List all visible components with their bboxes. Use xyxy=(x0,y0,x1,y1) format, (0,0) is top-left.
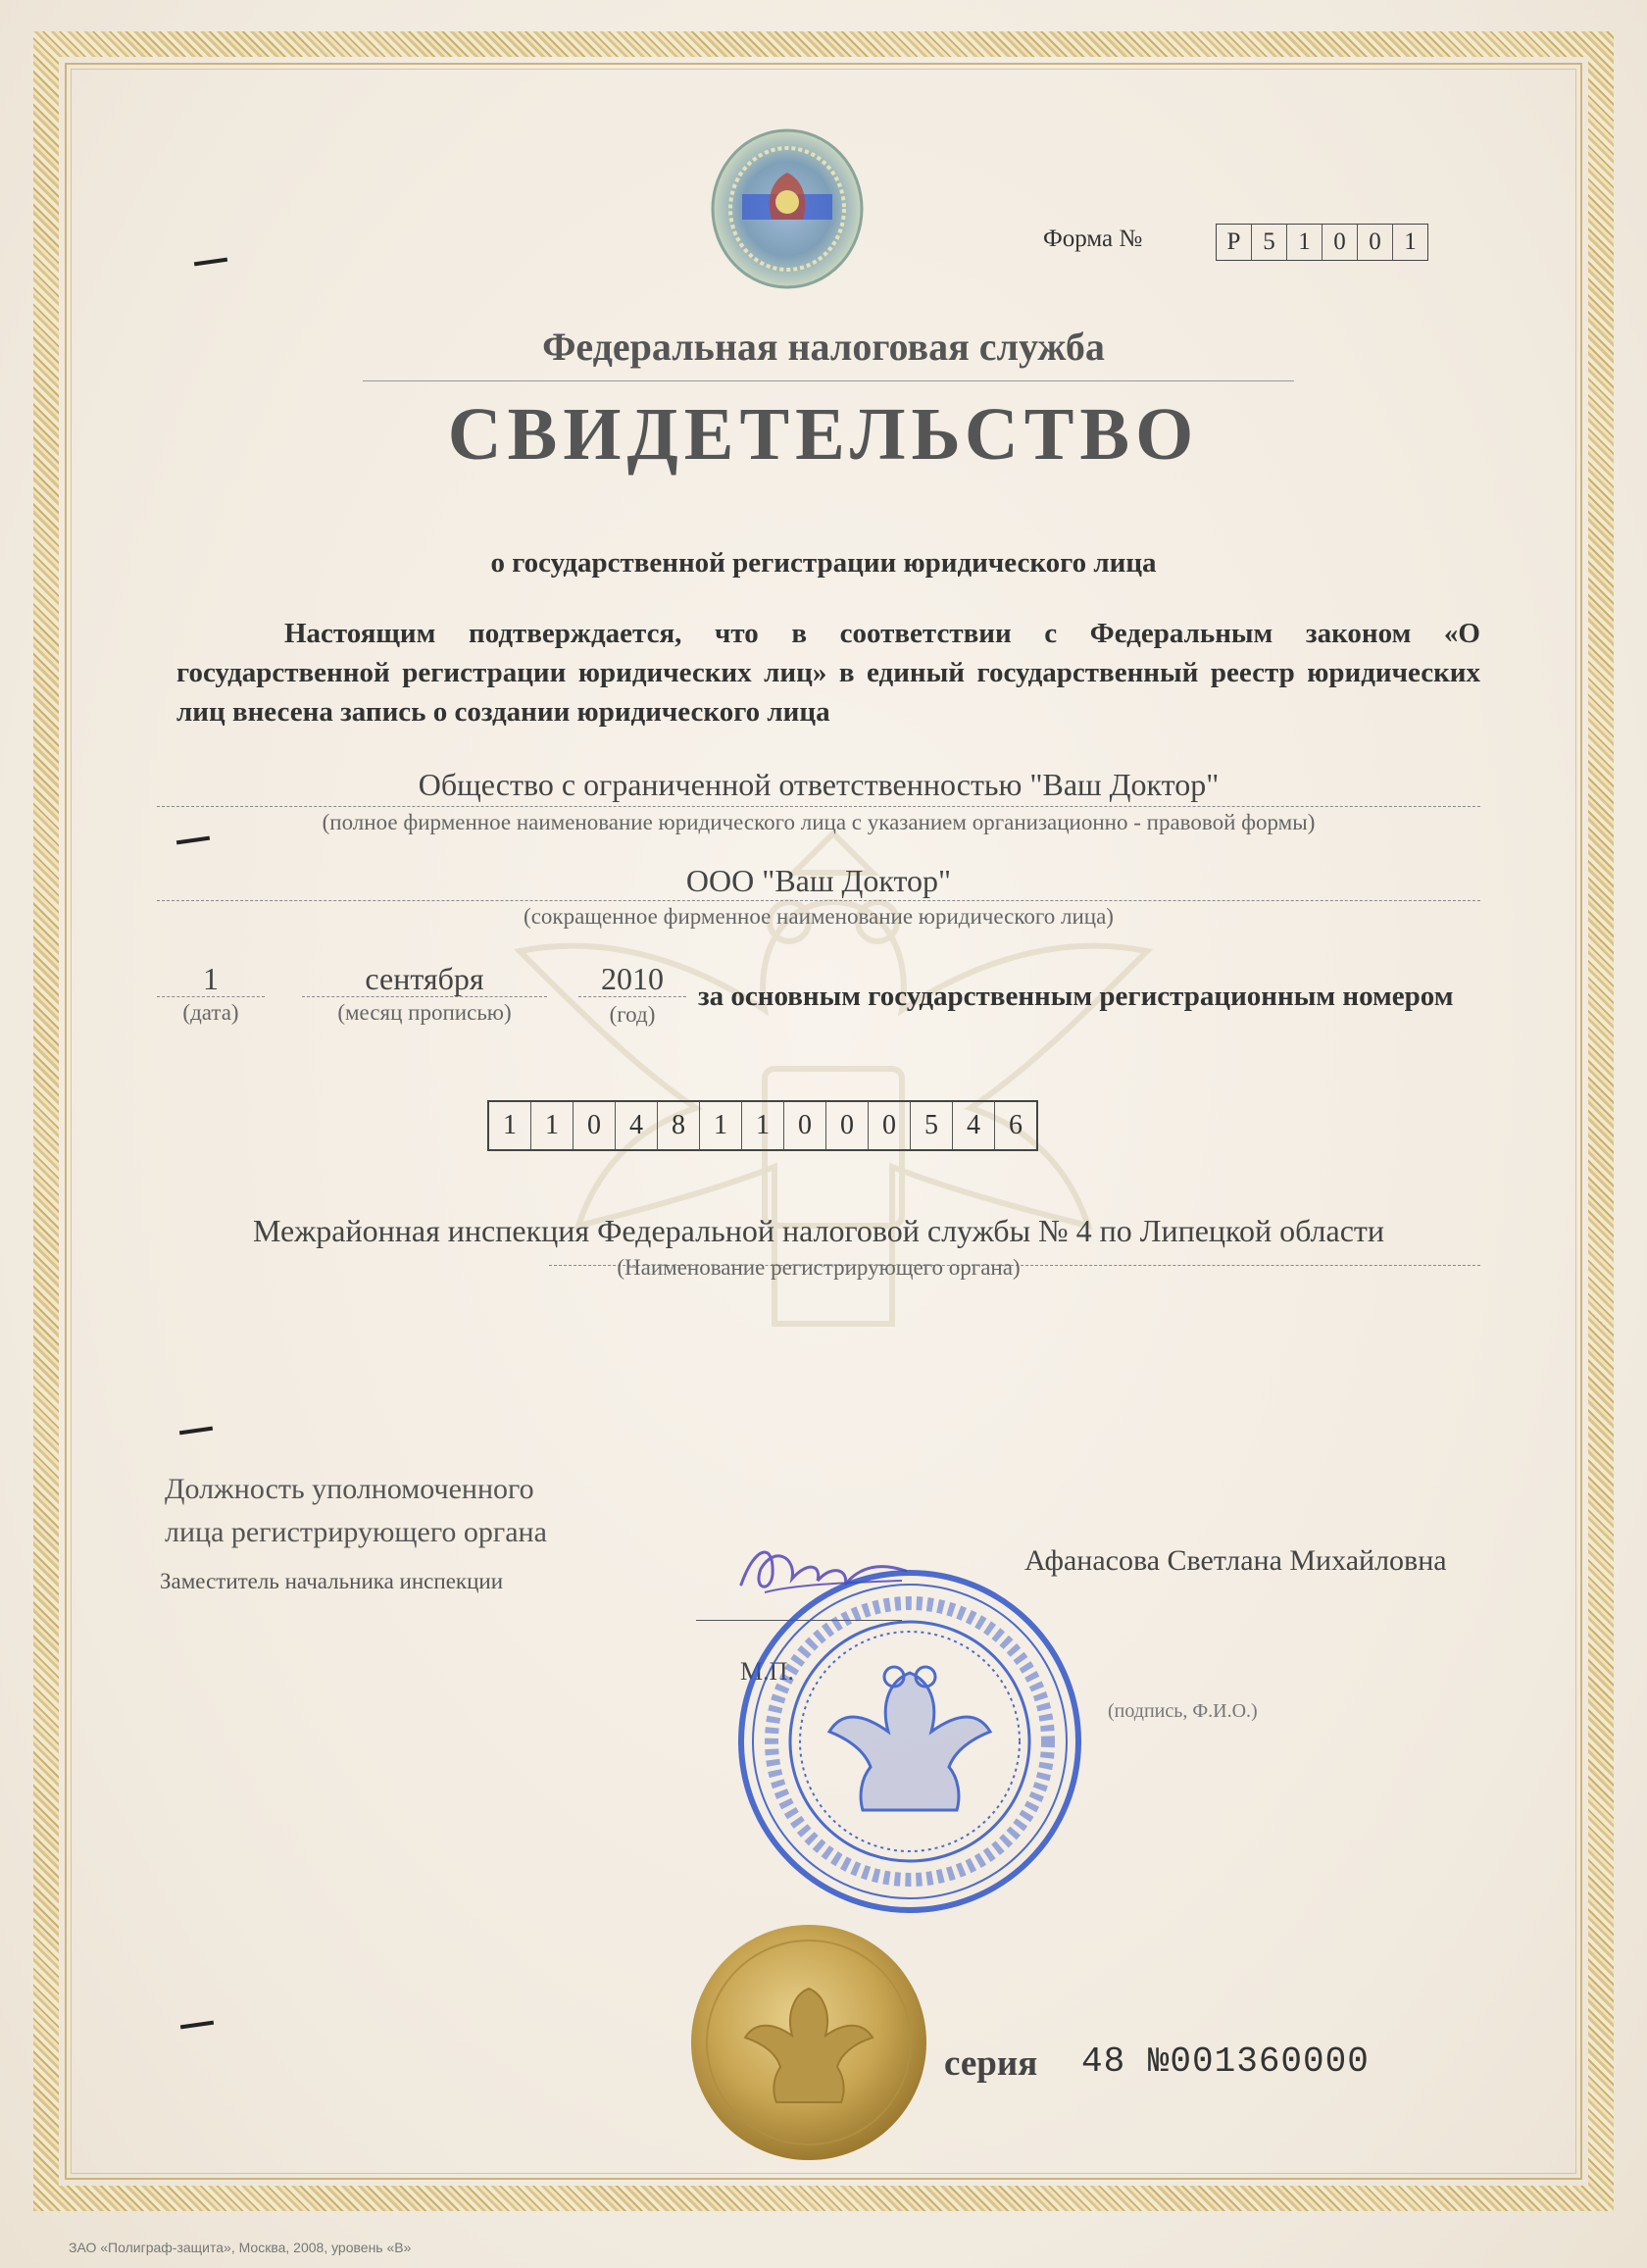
document-title: СВИДЕТЕЛЬСТВО xyxy=(447,393,1200,476)
ogrn-digit: 0 xyxy=(826,1102,869,1149)
printer-imprint: ЗАО «Полиграф-защита», Москва, 2008, уровень «В» xyxy=(69,2240,412,2255)
form-code-digit: 1 xyxy=(1287,225,1323,260)
ogrn-digit: 0 xyxy=(784,1102,826,1149)
registration-year: 2010 xyxy=(601,961,664,996)
official-stamp xyxy=(733,1565,1086,1918)
field-underline xyxy=(578,996,686,997)
month-caption: (месяц прописью) xyxy=(337,1000,512,1025)
hologram-emblem xyxy=(709,126,866,292)
agency-name: Федеральная налоговая служба xyxy=(542,325,1105,369)
ogrn-digit: 4 xyxy=(616,1102,658,1149)
field-underline xyxy=(157,996,265,997)
entity-short-name-caption: (сокращенное фирменное наименование юридического лица) xyxy=(524,904,1114,929)
signature-caption: (подпись, Ф.И.О.) xyxy=(1108,1700,1258,1722)
form-code xyxy=(1216,224,1428,261)
signer-position: Заместитель начальника инспекции xyxy=(160,1569,503,1593)
form-code-digit: 0 xyxy=(1358,225,1393,260)
ogrn-digit: 1 xyxy=(742,1102,784,1149)
registration-day: 1 xyxy=(203,961,219,996)
registration-month: сентября xyxy=(365,961,484,996)
ogrn-digit: 5 xyxy=(911,1102,953,1149)
form-label: Форма № xyxy=(1043,226,1143,252)
gold-foil-seal xyxy=(686,1920,931,2165)
title-rule xyxy=(363,380,1294,381)
entity-full-name: Общество с ограниченной ответственностью "Ваш Доктор" xyxy=(418,767,1220,802)
field-underline xyxy=(157,806,1480,807)
ogrn-digit: 0 xyxy=(574,1102,616,1149)
ogrn-digit: 0 xyxy=(869,1102,911,1149)
form-code-digit: 5 xyxy=(1252,225,1287,260)
ogrn-digit: 4 xyxy=(953,1102,995,1149)
year-caption: (год) xyxy=(609,1002,656,1027)
ogrn-digit: 1 xyxy=(531,1102,574,1149)
seal-place-label: М.П. xyxy=(740,1657,794,1686)
entity-short-name: ООО "Ваш Доктор" xyxy=(685,863,952,898)
form-code-digit: 0 xyxy=(1323,225,1358,260)
ogrn-digit: 1 xyxy=(489,1102,531,1149)
day-caption: (дата) xyxy=(182,1000,239,1025)
field-underline xyxy=(157,900,1480,901)
confirmation-paragraph: Настоящим подтверждается, что в соответствии с Федеральным законом «О государственной регистрации юридических лиц» в единый государственный реестр юридических лиц внесена запись о создании юридического лица xyxy=(176,618,1480,728)
authority-name: Межрайонная инспекция Федеральной налоговой службы № 4 по Липецкой области xyxy=(252,1213,1385,1248)
ogrn-digit: 1 xyxy=(700,1102,742,1149)
form-code-digit: Р xyxy=(1217,225,1252,260)
position-label xyxy=(165,1468,547,1554)
ogrn-digit: 6 xyxy=(1009,1110,1023,1140)
field-underline xyxy=(302,996,547,997)
authority-caption: (Наименование регистрирующего органа) xyxy=(617,1255,1021,1280)
ogrn-label: за основным государственным регистрационным номером xyxy=(698,981,1454,1012)
form-code-digit: 1 xyxy=(1404,228,1417,255)
position-label-line: лица регистрирующего органа xyxy=(165,1516,547,1548)
document-subtitle: о государственной регистрации юридического лица xyxy=(490,547,1157,579)
series-number: 48 №001360000 xyxy=(1081,2041,1370,2082)
ogrn-digit: 8 xyxy=(658,1102,700,1149)
signer-name: Афанасова Светлана Михайловна xyxy=(1024,1544,1447,1577)
entity-full-name-caption: (полное фирменное наименование юридического лица с указанием организационно - правовой формы) xyxy=(322,810,1316,834)
series-label: серия xyxy=(944,2043,1038,2084)
ogrn-number xyxy=(487,1100,1038,1151)
position-label-line: Должность уполномоченного xyxy=(165,1473,534,1505)
